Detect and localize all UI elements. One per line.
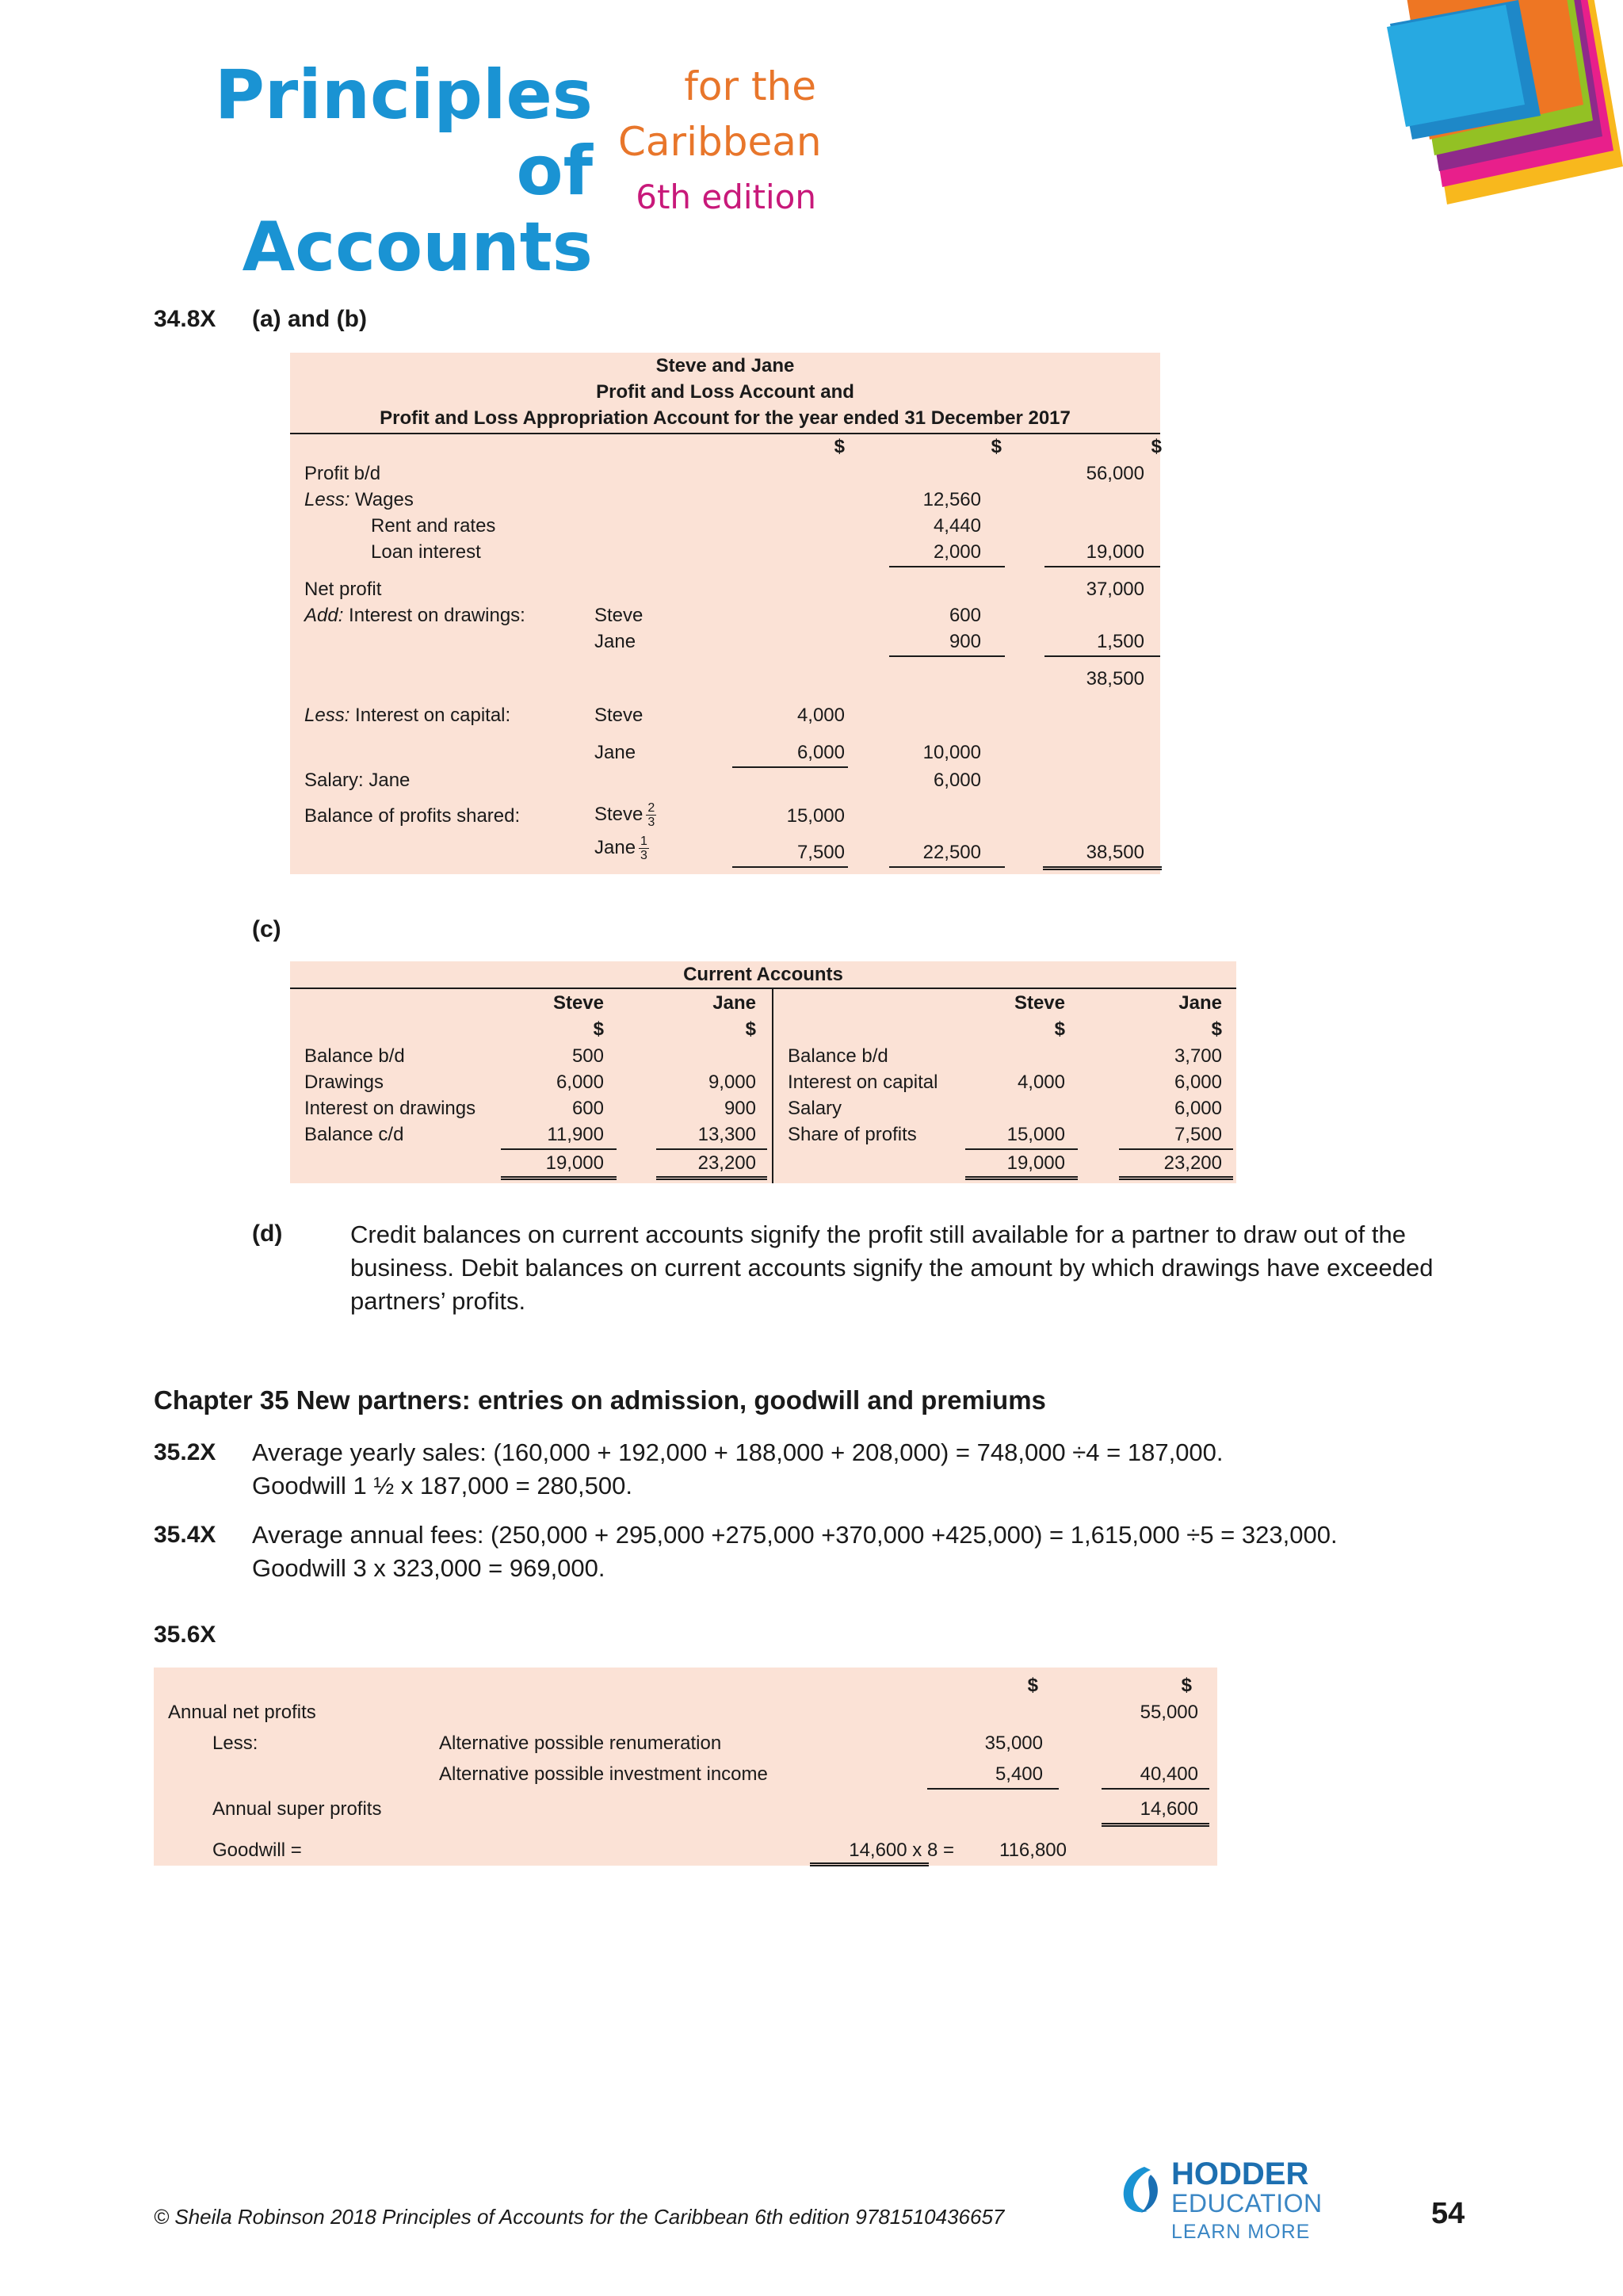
title-line-2: Accounts <box>242 208 593 287</box>
right-row-jane: 6,000 <box>1174 1072 1222 1093</box>
int-capital-label: Interest on capital: <box>355 705 511 726</box>
val-rent: 4,440 <box>933 515 981 537</box>
answer-35-2x <box>252 1436 1599 1503</box>
val-jane-cap: 6,000 <box>796 742 845 763</box>
row-int-capital <box>304 704 510 728</box>
row-balance-shared: Balance of profits shared: <box>304 805 521 827</box>
right-row-steve: 15,000 <box>1006 1124 1065 1145</box>
left-steve-double-rule <box>501 1176 617 1180</box>
fraction-two-thirds <box>646 801 656 829</box>
right-row-steve: 4,000 <box>1017 1072 1065 1093</box>
val-steve-draw: 600 <box>949 605 981 626</box>
fraction-one-third <box>639 835 649 862</box>
steve-cap-label: Steve <box>594 705 643 726</box>
less-label-2: Less: <box>304 705 350 726</box>
left-row-jane: 9,000 <box>708 1072 756 1093</box>
row-rent: Rent and rates <box>371 515 496 537</box>
jane-draw-label: Jane <box>594 631 636 652</box>
row-goodwill: Goodwill = <box>212 1839 302 1861</box>
row-net-profit: Net profit <box>304 579 382 600</box>
right-row-jane: 3,700 <box>1174 1045 1222 1067</box>
book-subtitle <box>618 59 822 225</box>
question-number-35-4x: 35.4X <box>154 1522 216 1548</box>
val-loan: 2,000 <box>933 541 981 563</box>
col-head-2: $ <box>991 436 1002 457</box>
left-row-steve: 500 <box>571 1045 604 1067</box>
row-less: Less: <box>212 1733 258 1754</box>
val-grand-total: 38,500 <box>1086 842 1144 863</box>
val-cap-total: 10,000 <box>922 742 981 763</box>
val-salary: 6,000 <box>933 770 981 791</box>
left-row-jane: 900 <box>724 1098 756 1119</box>
title-rule <box>290 433 1160 434</box>
left-row-jane: 13,300 <box>697 1124 756 1145</box>
frac-num-1: 1 <box>640 835 647 849</box>
val-share-total: 22,500 <box>922 842 981 863</box>
val-alt-inv: 5,400 <box>995 1763 1043 1785</box>
left-jane-dollar: $ <box>745 1018 756 1040</box>
answer-35-4x <box>252 1519 1599 1585</box>
part-d-text: Credit balances on current accounts signify the profit still available for a partner to draw out of the business. Debit balances on current accounts signify the amount by which drawings have exceeded partners’ profits. <box>350 1221 1434 1315</box>
left-steve-head: Steve <box>552 992 604 1014</box>
val-net-profit: 37,000 <box>1086 579 1144 600</box>
row-wages <box>304 488 414 512</box>
goodwill-col-dollar-2: $ <box>1027 1675 1038 1696</box>
table-title-1: Steve and Jane <box>655 355 795 376</box>
val-goodwill: 116,800 <box>999 1839 1067 1861</box>
val-subtotal: 38,500 <box>1086 668 1144 690</box>
right-total-steve: 19,000 <box>1006 1152 1065 1174</box>
answer-35-2x-line-1: Average yearly sales: (160,000 + 192,000 + 188,000 + 208,000) = 748,000 ÷4 = 187,000. <box>252 1438 1224 1466</box>
val-jane-share: 7,500 <box>796 842 845 863</box>
row-loan: Loan interest <box>371 541 481 563</box>
left-jane-head: Jane <box>712 992 756 1014</box>
question-number-35-6x: 35.6X <box>154 1622 216 1648</box>
right-row-label: Salary <box>788 1098 842 1119</box>
table-title-3: Profit and Loss Appropriation Account for the year ended 31 December 2017 <box>380 407 1071 429</box>
double-rule-super <box>1102 1823 1209 1827</box>
part-d-label: (d) <box>252 1221 283 1247</box>
left-row-steve: 6,000 <box>556 1072 604 1093</box>
edition-label: 6th edition <box>636 178 816 216</box>
question-number-34-8x: 34.8X <box>154 306 216 332</box>
right-row-label: Balance b/d <box>788 1045 888 1067</box>
row-alt-rem: Alternative possible renumeration <box>439 1733 722 1754</box>
left-row-label: Interest on drawings <box>304 1098 476 1119</box>
jane-share-label <box>594 831 649 865</box>
right-row-label: Interest on capital <box>788 1072 938 1093</box>
frac-num-2: 2 <box>647 801 655 816</box>
subtitle-line-1: for the <box>684 63 816 109</box>
title-line-1: Principles of <box>214 55 593 211</box>
row-salary: Salary: Jane <box>304 770 411 791</box>
row-int-drawings <box>304 604 525 628</box>
page-number: 54 <box>1431 2197 1465 2230</box>
val-profit-bd: 56,000 <box>1086 463 1144 484</box>
rule-share <box>732 866 848 868</box>
left-row-label: Balance c/d <box>304 1124 404 1145</box>
right-steve-head: Steve <box>1014 992 1065 1014</box>
current-title: Current Accounts <box>683 964 843 985</box>
val-steve-cap: 4,000 <box>796 705 845 726</box>
double-rule-grand-total <box>1043 866 1162 870</box>
steve-draw-label: Steve <box>594 605 643 626</box>
hodder-education-logo <box>1116 2157 1322 2244</box>
left-steve-dollar: $ <box>593 1018 604 1040</box>
left-jane-double-rule <box>656 1176 767 1180</box>
right-row-jane: 7,500 <box>1174 1124 1222 1145</box>
right-row-label: Share of profits <box>788 1124 917 1145</box>
val-steve-share: 15,000 <box>786 805 845 827</box>
current-center-divider <box>772 988 773 1183</box>
wages-label: Wages <box>355 489 414 510</box>
row-annual-net: Annual net profits <box>168 1702 316 1723</box>
left-jane-rule <box>656 1148 767 1150</box>
answer-35-4x-line-1: Average annual fees: (250,000 + 295,000 +275,000 +370,000 +425,000) = 1,615,000 ÷5 = 323,000. <box>252 1521 1338 1549</box>
left-row-steve: 600 <box>571 1098 604 1119</box>
val-alt-rem: 35,000 <box>984 1733 1043 1754</box>
left-row-label: Drawings <box>304 1072 384 1093</box>
rule-alt-inv <box>927 1788 1059 1790</box>
answer-35-4x-line-2: Goodwill 3 x 323,000 = 969,000. <box>252 1554 605 1582</box>
right-total-jane: 23,200 <box>1163 1152 1222 1174</box>
rule-share-total <box>889 866 1005 868</box>
book-title <box>158 57 593 285</box>
row-profit-bd: Profit b/d <box>304 463 381 484</box>
right-jane-double-rule <box>1119 1176 1233 1180</box>
val-draw-total: 1,500 <box>1096 631 1144 652</box>
steve-share-label <box>594 798 656 831</box>
jane-cap-label: Jane <box>594 742 636 763</box>
brand-learn-more: LEARN MORE <box>1171 2221 1311 2243</box>
val-annual-net: 55,000 <box>1140 1702 1198 1723</box>
left-row-label: Balance b/d <box>304 1045 405 1067</box>
left-total-steve: 19,000 <box>545 1152 604 1174</box>
rule-draw <box>889 655 1005 657</box>
frac-den-3: 3 <box>647 816 655 830</box>
current-title-rule <box>290 988 1236 989</box>
val-jane-draw: 900 <box>949 631 981 652</box>
left-steve-rule <box>501 1148 617 1150</box>
rule-draw-total <box>1044 655 1160 657</box>
col-head-1: $ <box>834 436 845 457</box>
val-alt-total: 40,400 <box>1140 1763 1198 1785</box>
decorative-stacked-squares-logo <box>1371 0 1623 238</box>
right-steve-double-rule <box>965 1176 1078 1180</box>
goodwill-col-dollar-1: $ <box>1181 1675 1192 1696</box>
double-rule-goodwill <box>810 1862 929 1866</box>
jane-share-name: Jane <box>594 837 636 858</box>
brand-education: EDUCATION <box>1171 2189 1323 2218</box>
goodwill-table <box>154 1668 1217 1866</box>
right-steve-rule <box>965 1148 1078 1150</box>
part-ab-label: (a) and (b) <box>252 306 367 332</box>
part-c-label: (c) <box>252 916 281 942</box>
steve-share-name: Steve <box>594 804 643 825</box>
int-drawings-label: Interest on drawings: <box>349 605 525 626</box>
answer-35-2x-line-2: Goodwill 1 ½ x 187,000 = 280,500. <box>252 1472 632 1499</box>
val-wages: 12,560 <box>922 489 981 510</box>
subtitle-line-2: Caribbean <box>618 119 822 165</box>
footer-copyright: © Sheila Robinson 2018 Principles of Accounts for the Caribbean 6th edition 9781510436657 <box>154 2205 1005 2229</box>
right-steve-dollar: $ <box>1054 1018 1065 1040</box>
right-jane-dollar: $ <box>1211 1018 1222 1040</box>
question-number-35-2x: 35.2X <box>154 1439 216 1465</box>
rule-exp-total <box>1044 566 1160 567</box>
left-row-steve: 11,900 <box>547 1124 604 1145</box>
goodwill-calc: 14,600 x 8 = <box>849 1839 954 1861</box>
frac-den-3b: 3 <box>640 849 647 863</box>
current-accounts-table <box>290 961 1236 1183</box>
rule-cap <box>732 766 848 768</box>
rule-alt-total <box>1102 1788 1209 1790</box>
val-super: 14,600 <box>1140 1798 1198 1820</box>
add-label: Add: <box>304 605 344 626</box>
row-super: Annual super profits <box>212 1798 382 1820</box>
chapter-35-heading: Chapter 35 New partners: entries on admission, goodwill and premiums <box>154 1385 1046 1415</box>
profit-loss-appropriation-table <box>290 353 1160 874</box>
row-alt-inv: Alternative possible investment income <box>439 1763 768 1785</box>
val-exp-total: 19,000 <box>1086 541 1144 563</box>
rule-expenses <box>889 566 1005 567</box>
brand-hodder: HODDER <box>1171 2157 1309 2191</box>
hodder-swoosh-icon <box>1116 2164 1162 2219</box>
right-jane-head: Jane <box>1178 992 1222 1014</box>
less-label: Less: <box>304 489 350 510</box>
right-jane-rule <box>1119 1148 1233 1150</box>
right-row-jane: 6,000 <box>1174 1098 1222 1119</box>
left-total-jane: 23,200 <box>697 1152 756 1174</box>
col-head-3: $ <box>1151 436 1162 457</box>
table-title-2: Profit and Loss Account and <box>596 381 854 403</box>
